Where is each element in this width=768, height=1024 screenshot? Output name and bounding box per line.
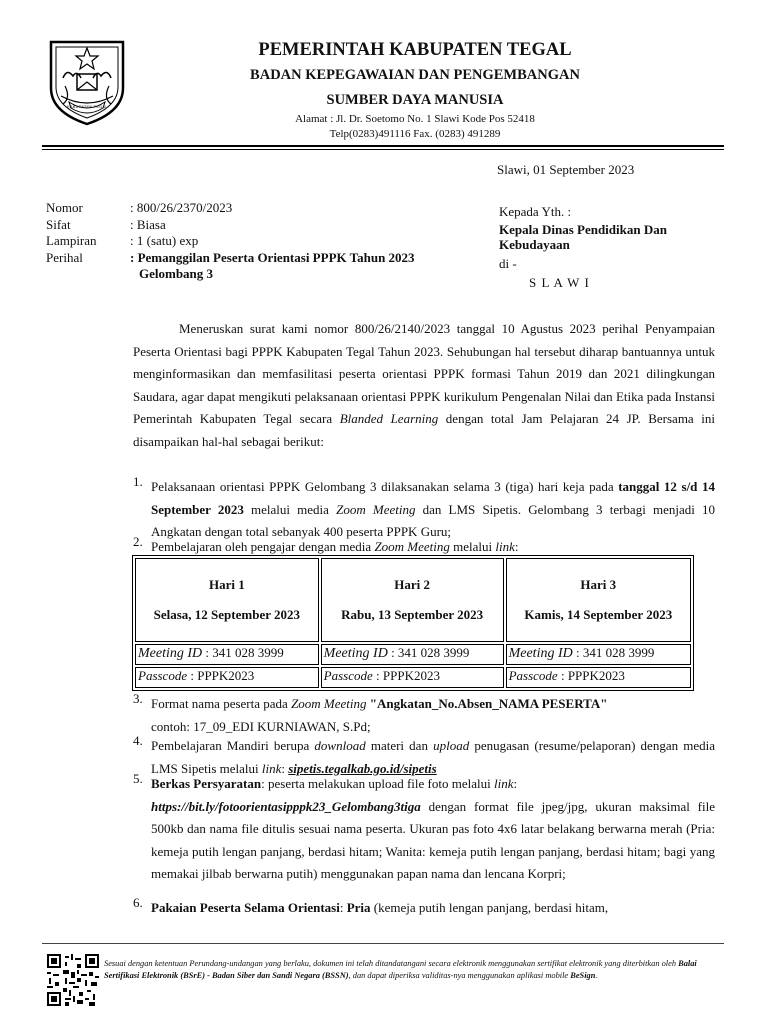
meta-value: : 800/26/2370/2023 xyxy=(130,200,233,215)
recipient-name-1: Kepala Dinas Pendidikan Dan xyxy=(499,222,667,237)
passcode-cell: Passcode : PPPK2023 xyxy=(135,667,319,688)
item-text: Pembelajaran Mandiri berupa download materi dan upload penugasan (resume/pelaporan) dengan media LMS Sipetis melalui link: sipetis.tegalkab.go.id/sipetis xyxy=(151,738,715,776)
item-number: 6. xyxy=(133,895,143,910)
meeting-id-cell: Meeting ID : 341 028 3999 xyxy=(321,644,504,665)
meta-key: Lampiran xyxy=(46,233,97,248)
schedule-table xyxy=(132,555,694,691)
letterhead-agency-1: BADAN KEPEGAWAIAN DAN PENGEMBANGAN xyxy=(250,67,580,83)
item-number: 4. xyxy=(133,733,143,748)
signature-qr-code xyxy=(47,954,99,1006)
meta-key: Sifat xyxy=(46,217,71,232)
table-row xyxy=(135,667,691,688)
meta-value: : Biasa xyxy=(130,217,166,232)
recipient-di: di - xyxy=(499,256,517,271)
item-text: Format nama peserta pada Zoom Meeting "Angkatan_No.Absen_NAMA PESERTA" contoh: 17_09_EDI KURNIAWAN, S.Pd; xyxy=(151,696,608,734)
header-divider-thin xyxy=(42,149,724,150)
meta-value-cont: Gelombang 3 xyxy=(139,266,214,281)
recipient-city: S L A W I xyxy=(529,275,590,290)
letter-date: Slawi, 01 September 2023 xyxy=(497,162,635,177)
letterhead-contact: Telp(0283)491116 Fax. (0283) 491289 xyxy=(329,128,501,140)
passcode-cell: Passcode : PPPK2023 xyxy=(506,667,691,688)
letterhead-address: Alamat : Jl. Dr. Soetomo No. 1 Slawi Kode Pos 52418 xyxy=(295,113,535,125)
regency-logo xyxy=(47,38,127,126)
meta-value: : 1 (satu) exp xyxy=(130,233,199,248)
meeting-id-cell: Meeting ID : 341 028 3999 xyxy=(506,644,691,665)
day-cell: Hari 1 Selasa, 12 September 2023 xyxy=(135,558,319,642)
intro-paragraph: Meneruskan surat kami nomor 800/26/2140/2023 tanggal 10 Agustus 2023 perihal Penyampaian Peserta Orientasi bagi PPPK Kabupaten Tegal Tahun 2023. Sehubungan hal tersebut diharap bantuannya untuk menginformasikan dan memfasilitasi peserta orientasi PPPK formasi Tahun 2019 dan 2021 dilingkungan Saudara, agar dapat mengikuti pelaksanaan orientasi PPPK kurikulum Pengenalan Nilai dan Etika pada Instansi Pemerintah Kabupaten Tegal secara Blanded Learning dengan total Jam Pelajaran 24 JP. Bersama ini disampaikan hal-hal sebagai berikut: xyxy=(133,321,715,449)
letterhead-title: PEMERINTAH KABUPATEN TEGAL xyxy=(258,40,572,60)
item-number: 3. xyxy=(133,691,143,706)
e-signature-notice: Sesuai dengan ketentuan Perundang-undangan yang berlaku, dokumen ini telah ditandatangani secara elektronik menggunakan sertifikat elektronik yang diterbitkan oleh Balai Sertifikasi Elektronik (BSrE) - Badan Siber dan Sandi Negara (BSSN), dan dapat diperiksa validitas-nya menggunakan aplikasi mobile BeSign. xyxy=(104,959,697,980)
item-number: 2. xyxy=(133,534,143,549)
header-divider-thick xyxy=(42,145,724,147)
day-cell: Hari 3 Kamis, 14 September 2023 xyxy=(506,558,691,642)
passcode-cell: Passcode : PPPK2023 xyxy=(321,667,504,688)
item-number: 5. xyxy=(133,771,143,786)
footer-divider xyxy=(42,943,724,944)
day-cell: Hari 2 Rabu, 13 September 2023 xyxy=(321,558,504,642)
lms-link[interactable]: sipetis.tegalkab.go.id/sipetis xyxy=(288,760,437,776)
letterhead-agency-2: SUMBER DAYA MANUSIA xyxy=(326,92,504,108)
recipient-name-2: Kebudayaan xyxy=(499,237,570,252)
item-text: Berkas Persyaratan: peserta melakukan upload file foto melalui link: https://bit.ly/fotoorientasipppk23_Gelombang3tiga dengan format file jpeg/jpg, ukuran maksimal file 500kb dan nama file ditulis sesuai nama peserta. Ukuran pas foto 4x6 latar belakang berwarna merah (Pria: kemeja putih lengan panjang, berdasi hitam; Wanita: kemeja putih lengan panjang, berdasi hitam; bagi yang memakai jilbab berwarna putih) menggunakan papan nama dan lencana Korpri; xyxy=(151,776,715,881)
item-number: 1. xyxy=(133,474,143,489)
item-text: Pakaian Peserta Selama Orientasi: Pria (kemeja putih lengan panjang, berdasi hitam, xyxy=(151,900,609,915)
meta-key: Nomor xyxy=(46,200,83,215)
meta-key: Perihal xyxy=(46,250,83,265)
table-row xyxy=(135,644,691,665)
table-row xyxy=(135,558,691,642)
item-text: Pelaksanaan orientasi PPPK Gelombang 3 dilaksanakan selama 3 (tiga) hari keja pada tanggal 12 s/d 14 September 2023 melalui media Zoom Meeting dan LMS Sipetis. Gelombang 3 terbagi menjadi 10 Angkatan dengan total sebanyak 400 peserta PPPK Guru; xyxy=(151,479,715,539)
meta-value: : Pemanggilan Peserta Orientasi PPPK Tahun 2023 xyxy=(130,250,415,265)
photo-upload-link[interactable]: https://bit.ly/fotoorientasipppk23_Gelombang3tiga xyxy=(151,798,421,814)
recipient-greeting: Kepada Yth. : xyxy=(499,204,572,219)
meeting-id-cell: Meeting ID : 341 028 3999 xyxy=(135,644,319,665)
item-text: Pembelajaran oleh pengajar dengan media Zoom Meeting melalui link: xyxy=(151,539,519,554)
logo-text: KABUPATEN TEGAL xyxy=(67,104,108,109)
